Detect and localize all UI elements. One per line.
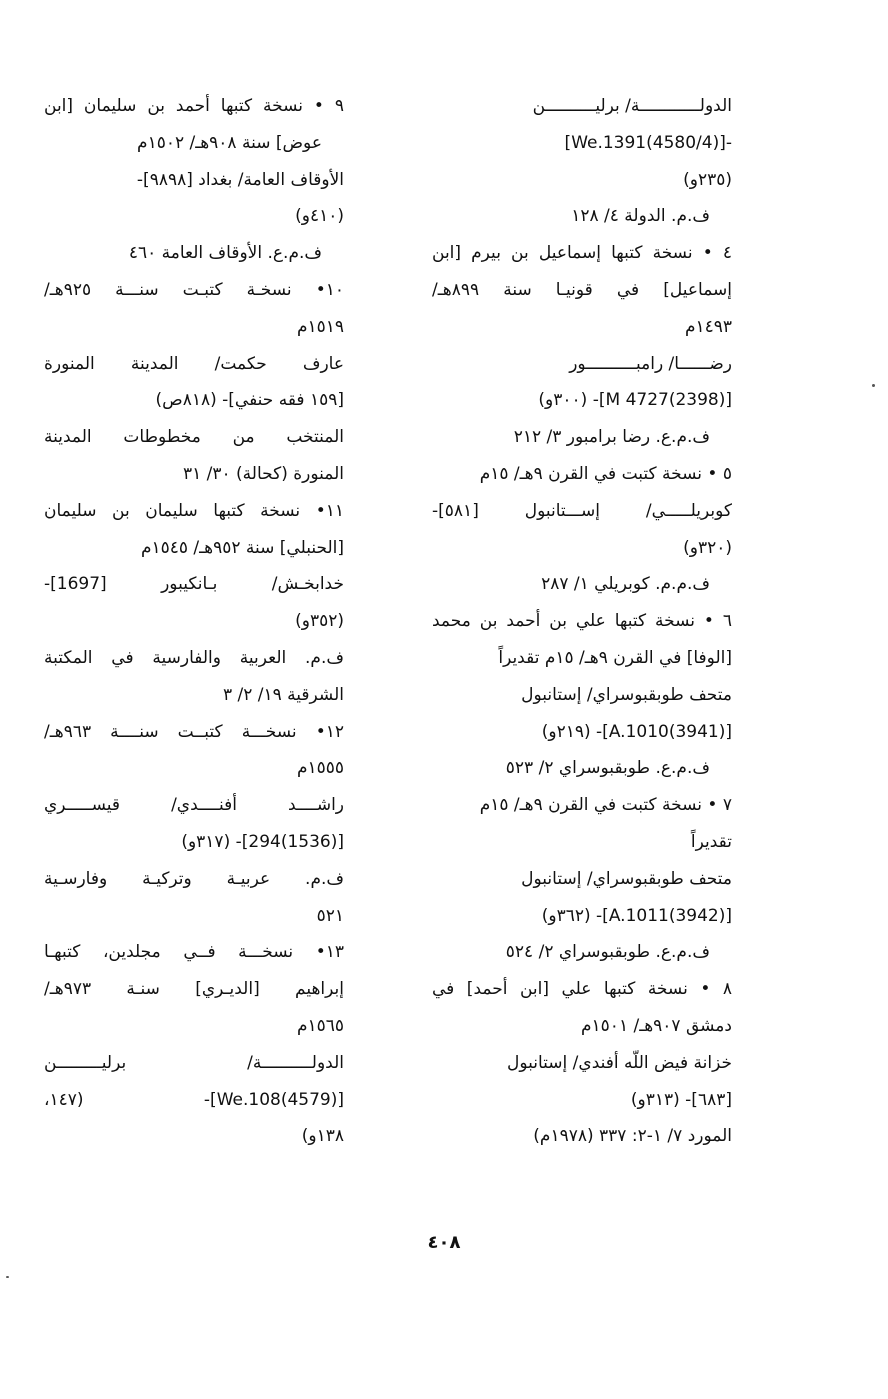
entry-line: (٢٣٥و) bbox=[683, 169, 732, 190]
scan-speck bbox=[872, 384, 875, 387]
entry-line: متحف طوبقبوسراي/ إستانبول bbox=[521, 684, 732, 705]
entry-line: [(4579)We.108]- (١٤٧، bbox=[44, 1089, 344, 1110]
entry-line: عوض] سنة ٩٠٨هـ/ ١٥٠٢م bbox=[137, 132, 322, 153]
entry-heading: ١٣• نسخـــة فــي مجلدين، كتبهـا bbox=[44, 942, 344, 963]
entry-line: ف.م. عربيـة وتركيـة وفارسـية bbox=[44, 868, 344, 889]
entry-line: ٥٢١ bbox=[316, 905, 344, 926]
entry-line: المنتخب من مخطوطات المدينة bbox=[44, 427, 344, 448]
entry-line: ١٤٩٣م bbox=[684, 316, 732, 337]
entry-line: ١٣٨و) bbox=[301, 1126, 344, 1147]
left-column bbox=[44, 88, 344, 1155]
entry-line: ف.م.ع. طوبقبوسراي ٢/ ٥٢٣ bbox=[505, 758, 710, 779]
entry-heading: ٧ • نسخة كتبت في القرن ٩هـ/ ١٥م bbox=[479, 795, 732, 816]
entry-line: [(3942)A.1011]- (٣٦٢و) bbox=[541, 905, 732, 926]
entry-line: راشــــد أفنــــدي/ قيســـــري bbox=[44, 795, 344, 816]
entry-heading: ٩ • نسخة كتبها أحمد بن سليمان [ابن bbox=[44, 96, 344, 116]
entry-line: [الوفا] في القرن ٩هـ/ ١٥م تقديراً bbox=[498, 647, 732, 668]
entry-line: رضــــــا/ رامبــــــــــور bbox=[569, 353, 732, 374]
entry-line: ف.م.م. كوبريلي ١/ ٢٨٧ bbox=[541, 574, 710, 595]
right-column bbox=[432, 88, 732, 1155]
entry-line: ١٥٥٥م bbox=[296, 758, 344, 779]
entry-line: ف.م.ع. طوبقبوسراي ٢/ ٥٢٤ bbox=[505, 942, 710, 963]
entry-line: ف.م.ع. رضا برامبور ٣/ ٢١٢ bbox=[513, 427, 710, 448]
entry-line: ف.م.ع. الأوقاف العامة ٤٦٠ bbox=[128, 243, 322, 264]
entry-line: ١٥١٩م bbox=[296, 316, 344, 337]
entry-line: كوبريلـــــي/ إســـتانبول [٥٨١]- bbox=[432, 500, 732, 521]
entry-line: الدولــــــــــة/ برليـــــــــن bbox=[44, 1052, 344, 1073]
entry-line: إسماعيل] في قونيـا سنة ٨٩٩هـ/ bbox=[432, 279, 732, 300]
entry-line: [١٥٩ فقه حنفي]- (٨١٨ص) bbox=[155, 390, 344, 411]
entry-line: خدابخـش/ بـانكيبور [1697]- bbox=[44, 574, 344, 595]
entry-line: ف.م. العربية والفارسية في المكتبة bbox=[44, 647, 344, 668]
entry-line: [الحنبلي] سنة ٩٥٢هـ/ ١٥٤٥م bbox=[140, 537, 344, 558]
entry-line: دمشق ٩٠٧هـ/ ١٥٠١م bbox=[581, 1015, 732, 1036]
entry-line: (٣٥٢و) bbox=[295, 611, 344, 632]
entry-line: الأوقاف العامة/ بغداد [٩٨٩٨]- bbox=[136, 169, 344, 190]
entry-heading: ٥ • نسخة كتبت في القرن ٩هـ/ ١٥م bbox=[479, 463, 732, 484]
entry-line: [(3941)A.1010]- (٢١٩و) bbox=[541, 721, 732, 742]
entry-heading: ٤ • نسخة كتبها إسماعيل بن بيرم [ابن bbox=[432, 243, 732, 264]
entry-heading: ٦ • نسخة كتبها علي بن أحمد بن محمد bbox=[432, 611, 732, 632]
entry-line: متحف طوبقبوسراي/ إستانبول bbox=[521, 868, 732, 889]
entry-line: المنورة (كحالة) ٣٠/ ٣١ bbox=[182, 463, 344, 484]
entry-heading: ١٠• نسخـة كتبـت سنـــة ٩٢٥هـ/ bbox=[44, 279, 344, 300]
entry-line: ف.م. الدولة ٤/ ١٢٨ bbox=[571, 206, 710, 227]
entry-line: (٣٢٠و) bbox=[683, 537, 732, 558]
entry-line: المورد ٧/ ١-٢: ٣٣٧ (١٩٧٨م) bbox=[533, 1126, 732, 1147]
entry-line: تقديراً bbox=[690, 831, 732, 852]
entry-line: الدولــــــــــــة/ برليــــــــــن bbox=[532, 96, 732, 116]
entry-line: [(2398)4727 M]- (٣٠٠و) bbox=[538, 390, 732, 411]
entry-line: الشرقية ١٩/ ٢/ ٣ bbox=[222, 684, 344, 705]
scan-speck bbox=[6, 1276, 9, 1278]
entry-line: [(1536)294]- (٣١٧و) bbox=[181, 831, 344, 852]
entry-heading: ٨ • نسخة كتبها علي [ابن أحمد] في bbox=[432, 979, 732, 1000]
entry-line: خزانة فيض اللّه أفندي/ إستانبول bbox=[506, 1052, 732, 1073]
entry-line: إبراهيم [الديـري] سنـة ٩٧٣هـ/ bbox=[44, 979, 344, 1000]
entry-line: -[(4580/4)We.1391] bbox=[564, 132, 732, 153]
entry-line: (٤١٠و) bbox=[295, 206, 344, 227]
entry-line: ١٥٦٥م bbox=[296, 1015, 344, 1036]
entry-heading: ١١• نسخة كتبها سليمان بن سليمان bbox=[44, 500, 344, 521]
entry-line: [٦٨٣]- (٣١٣و) bbox=[630, 1089, 732, 1110]
entry-heading: ١٢• نسخـــة كتبــت سنــــة ٩٦٣هـ/ bbox=[44, 721, 344, 742]
page-number: ٤٠٨ bbox=[427, 1232, 461, 1253]
entry-line: عارف حكمت/ المدينة المنورة bbox=[44, 353, 344, 374]
